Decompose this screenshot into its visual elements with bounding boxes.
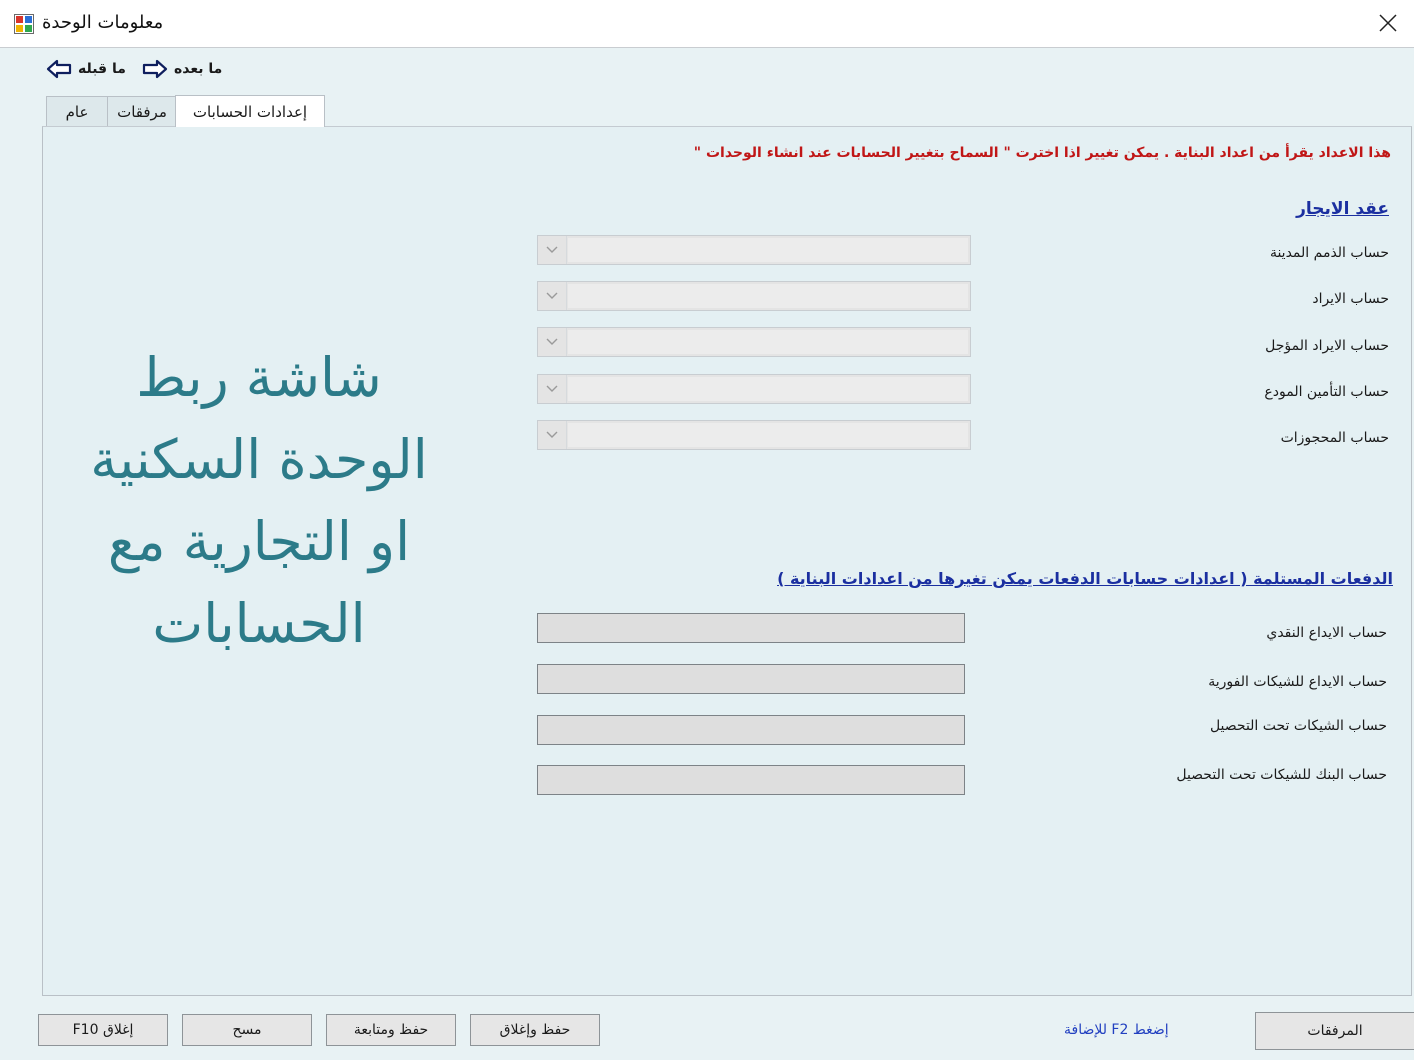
lease-section-title: عقد الايجار [1296,199,1389,219]
receivables-account-dropdown[interactable] [537,235,971,265]
close-f10-button[interactable] [38,1014,168,1046]
close-icon [1379,14,1397,32]
chevron-down-icon [538,375,567,403]
close-window-button[interactable] [1362,0,1414,46]
instant-cheques-account-field[interactable] [537,664,965,694]
attachments-label: المرفقات [1307,1023,1363,1039]
security-deposit-account-value [568,377,968,401]
chevron-down-icon [538,328,567,356]
reservations-account-dropdown[interactable] [537,420,971,450]
deferred-revenue-account-value [568,330,968,354]
reservations-account-label: حساب المحجوزات [1280,430,1389,446]
security-deposit-account-label: حساب التأمين المودع [1264,384,1389,400]
close-f10-label: إغلاق F10 [72,1022,134,1038]
clear-label: مسح [232,1022,262,1038]
account-settings-panel [42,126,1412,996]
window-title: معلومات الوحدة [42,12,164,33]
tab-attachments[interactable] [107,96,177,126]
app-window-icon [14,14,34,34]
attachments-button[interactable] [1255,1012,1414,1050]
cash-deposit-account-field[interactable] [537,613,965,643]
clear-button[interactable] [182,1014,312,1046]
settings-notice: هذا الاعداد يقرأ من اعداد البناية . يمكن تغيير اذا اخترت " السماح بتغيير الحسابات عند انشاء الوحدات " [693,145,1391,161]
security-deposit-account-dropdown[interactable] [537,374,971,404]
chevron-down-icon [538,282,567,310]
arrow-left-icon [46,58,72,80]
tab-attachments-label: مرفقات [117,102,167,121]
deferred-revenue-account-label: حساب الايراد المؤجل [1265,338,1389,354]
cheques-under-collection-account-field[interactable] [537,715,965,745]
receivables-account-label: حساب الذمم المدينة [1269,245,1389,261]
cheques-under-collection-account-label: حساب الشيكات تحت التحصيل [1209,718,1387,734]
next-record-label: ما بعده [174,61,223,77]
save-continue-button[interactable] [326,1014,456,1046]
tab-general[interactable] [46,96,108,126]
overlay-caption: شاشة ربط الوحدة السكنية او التجارية مع الحسابات [90,346,428,655]
revenue-account-dropdown[interactable] [537,281,971,311]
receivables-account-value [568,238,968,262]
tab-general-label: عام [65,102,89,121]
bank-cheques-under-collection-account-label: حساب البنك للشيكات تحت التحصيل [1176,767,1387,783]
previous-record-label: ما قبله [78,61,126,77]
payments-section-title: الدفعات المستلمة ( اعدادات حسابات الدفعات يمكن تغيرها من اعدادات البناية ) [777,569,1393,588]
arrow-right-icon [142,58,168,80]
reservations-account-value [568,423,968,447]
bank-cheques-under-collection-account-field[interactable] [537,765,965,795]
save-close-label: حفظ وإغلاق [499,1022,571,1038]
deferred-revenue-account-dropdown[interactable] [537,327,971,357]
cash-deposit-account-label: حساب الايداع النقدي [1266,625,1387,641]
tab-account-settings-label: إعدادات الحسابات [192,102,308,121]
instant-cheques-account-label: حساب الايداع للشيكات الفورية [1208,674,1387,690]
tab-account-settings[interactable] [175,95,325,127]
f2-add-hint: إضغط F2 للإضافة [1064,1022,1169,1038]
title-bar [0,0,1414,48]
chevron-down-icon [538,236,567,264]
next-record-button[interactable] [142,58,222,80]
save-continue-label: حفظ ومتابعة [353,1022,429,1038]
chevron-down-icon [538,421,567,449]
save-close-button[interactable] [470,1014,600,1046]
revenue-account-label: حساب الايراد [1312,291,1389,307]
previous-record-button[interactable] [46,58,126,80]
revenue-account-value [568,284,968,308]
